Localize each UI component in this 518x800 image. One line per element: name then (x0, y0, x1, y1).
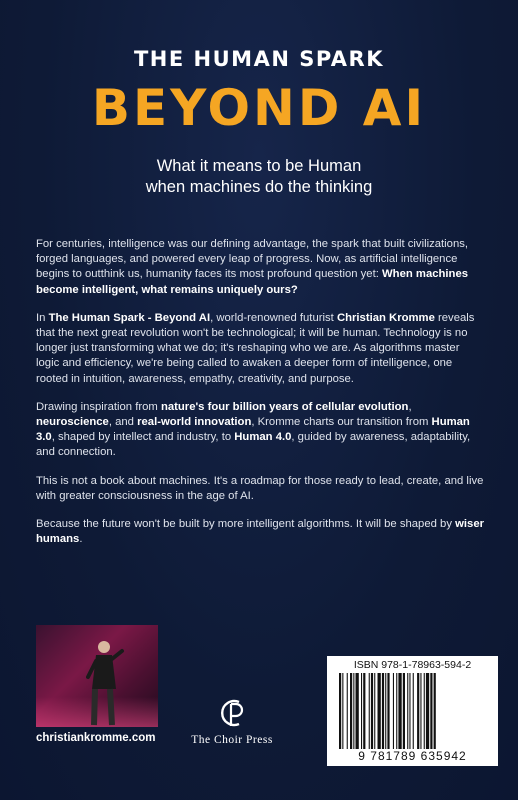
subtitle-line-1: What it means to be Human (156, 157, 362, 175)
author-photo (36, 625, 158, 727)
blurb-paragraph-5: Because the future won't be built by more intelligent algorithms. It will be shaped by wiser humans. (36, 518, 485, 546)
blurb-paragraph-2: In The Human Spark - Beyond AI, world-renowned futurist Christian Kromme reveals that the next great revolution won't be technological; it will be human. Technology is no longer just transforming what we do; it's reshaping who we are. As algorithms master logic and efficiency, we're being called to awaken a deeper form of intelligence, one rooted in intuition, awareness, empathy, creativity, and purpose. (36, 311, 475, 385)
isbn-label: ISBN 978-1-78963-594-2 (353, 659, 472, 671)
publisher-block (184, 696, 280, 746)
publisher-logo-icon (217, 696, 247, 730)
book-subtitle (0, 156, 518, 198)
author-website: christiankromme.com (36, 732, 156, 744)
book-title: BEYOND AI (91, 79, 427, 137)
blurb (36, 237, 484, 560)
subtitle-line-2: when machines do the thinking (145, 178, 373, 196)
barcode-bars (337, 673, 488, 755)
barcode-digits: 9 781789 635942 (333, 749, 492, 763)
blurb-paragraph-3: Drawing inspiration from nature's four billion years of cellular evolution, neuroscience, and real-world innovation, Kromme charts our transition from Human 3.0, shaped by intellect and industry, to Human 4.0, guided by awareness, adaptability, and connection. (36, 400, 471, 459)
speaker-silhouette-icon (86, 637, 126, 727)
blurb-paragraph-4: This is not a book about machines. It's a roadmap for those ready to lead, create, and live with greater consciousness in the age of AI. (36, 474, 484, 502)
series-title: THE HUMAN SPARK (133, 47, 384, 71)
publisher-name: The Choir Press (191, 734, 273, 746)
blurb-paragraph-1: For centuries, intelligence was our defining advantage, the spark that built civilizations, forged languages, and powered every leap of progress. Now, as artificial intelligence begins to outthink us, humanity faces its most profound question yet: When machines become intelligent, what remains uniquely ours? (36, 238, 469, 296)
isbn-barcode (327, 656, 498, 766)
